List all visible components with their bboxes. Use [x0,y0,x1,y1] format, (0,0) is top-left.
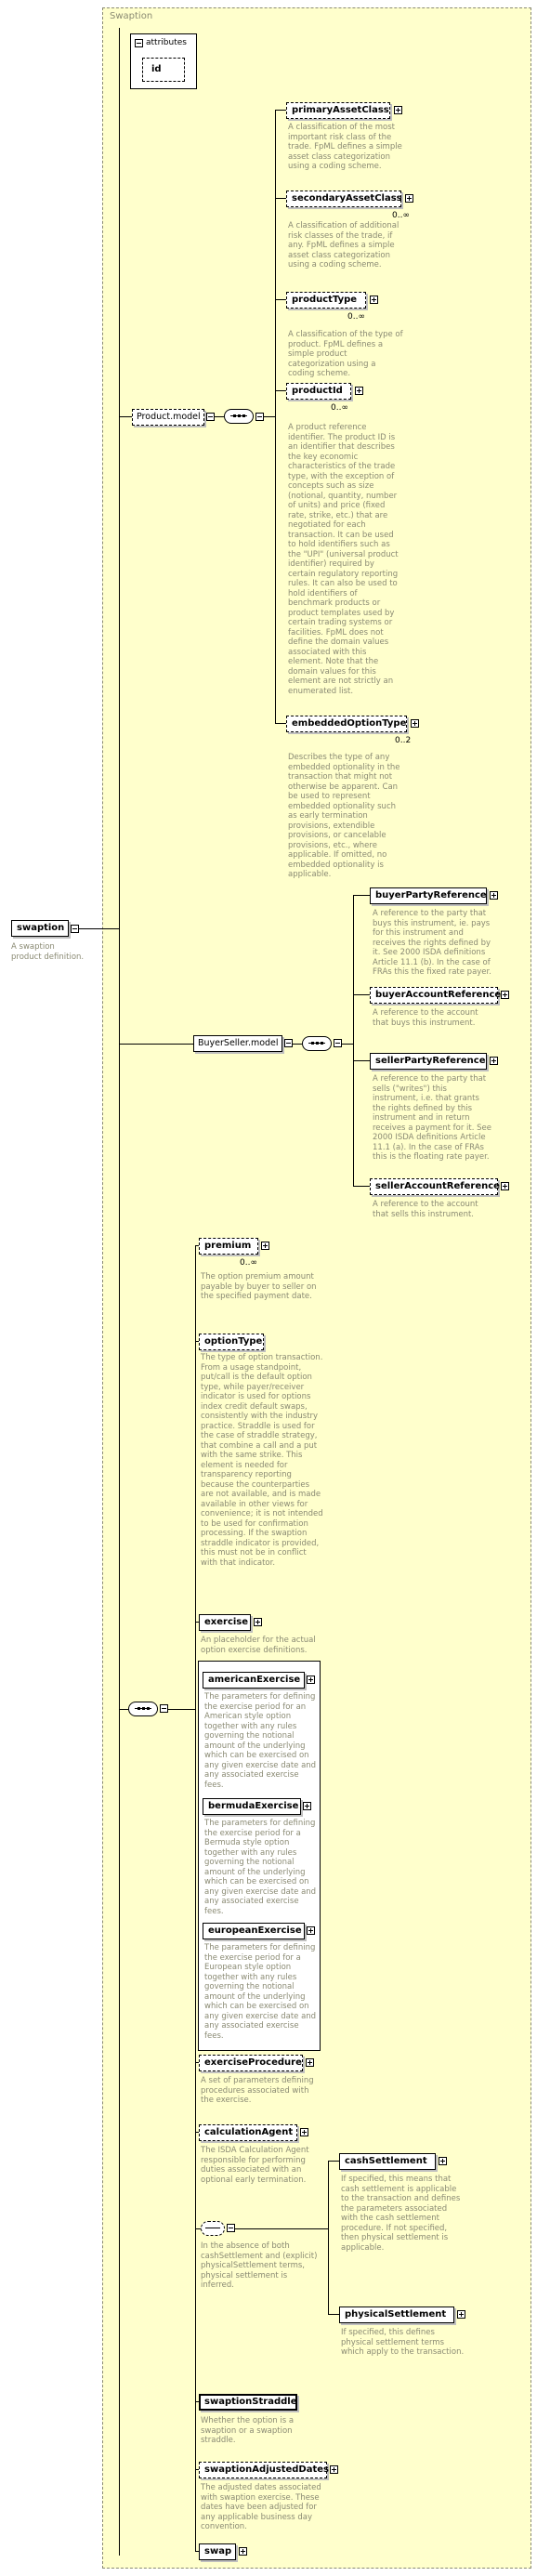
desc-sellerAccountReference: A reference to the account that sells this instrument. [373,1200,478,1219]
element-productType-label: productType [292,295,358,305]
desc-americanExercise: The parameters for defining the exercise period for an American style option together with any rules governing the notional amount of the underlying which can be exercised on any given exercise date and any associated exercise fees. [204,1692,317,1790]
settlement-choice [201,2221,225,2236]
expand-cashSettlement-icon[interactable] [439,2157,447,2165]
desc-buyerAccountReference: A reference to the account that buys this instrument. [373,1008,478,1028]
attribute-id[interactable] [142,58,185,82]
desc-europeanExercise: The parameters for defining the exercise period for a European style option together with any rules governing the notional amount of the underlying which can be exercised on any given exercise date and any associated exercise fees. [204,1943,317,2041]
element-exerciseProcedure-label: exerciseProcedure [204,2057,302,2068]
expand-buyerPartyReference-icon[interactable] [490,891,498,900]
expand-bermudaExercise-icon[interactable] [303,1802,311,1810]
expand-americanExercise-icon[interactable] [307,1676,315,1684]
element-calculationAgent-label: calculationAgent [204,2127,294,2137]
element-premium-label: premium [204,1241,252,1251]
element-physicalSettlement-label: physicalSettlement [345,2309,447,2320]
expand-exercise-icon[interactable] [254,1618,262,1626]
element-embeddedOptionType-label: embeddedOptionType [292,718,407,729]
main-spine [119,28,120,2556]
group-product-model-label: Product.model [137,412,201,422]
settlement-choice-collapse-icon[interactable] [227,2224,235,2232]
desc-optionType: The type of option transaction. From a usage standpoint, put/call is the default option type, while payer/receiver indicator is used for options index credit default swaps, consistently with the industry practice. Straddle is used for the case of straddle strategy, that combine a call and a put with the same strike. This element is needed for transparency reporting because the counterparties are not available, and is made available in other views for convenience; it is not intended to be used for confirmation processing. If the swaption straddle indicator is provided, this must not be in conflict with that indicator. [201,1353,323,1568]
desc-bermudaExercise: The parameters for defining the exercise period for a Bermuda style option together with any rules governing the notional amount of the underlying which can be exercised on any given exercise date and any associated exercise fees. [204,1819,317,1916]
expand-physicalSettlement-icon[interactable] [457,2310,465,2319]
expand-embeddedOptionType-icon[interactable] [411,719,419,728]
expand-calculationAgent-icon[interactable] [300,2128,308,2136]
attributes-label: attributes [146,38,187,47]
buyerseller-sequence [302,1036,332,1051]
settlement-choice-spine [328,2161,329,2314]
element-optionType-label: optionType [204,1336,263,1347]
desc-swaptionAdjustedDates: The adjusted dates associated with swaption exercise. These dates have been adjusted for any applicable business day convention. [201,2483,321,2531]
desc-exerciseProcedure: A set of parameters defining procedures associated with the exercise. [201,2076,314,2105]
main-sequence-collapse-icon[interactable] [160,1704,168,1713]
element-buyerAccountReference-label: buyerAccountReference [375,990,502,1000]
expand-swap-icon[interactable] [239,2547,247,2556]
expand-sellerAccountReference-icon[interactable] [501,1182,509,1190]
mult-secondaryAssetClass: 0..∞ [392,211,410,220]
element-swap-label: swap [204,2546,232,2556]
product-sequence-collapse-icon[interactable] [255,413,264,421]
expand-europeanExercise-icon[interactable] [307,1926,315,1935]
expand-exerciseProcedure-icon[interactable] [306,2058,314,2067]
element-productId-label: productId [292,386,343,396]
element-sellerPartyReference-label: sellerPartyReference [375,1056,486,1066]
expand-primaryAssetClass-icon[interactable] [394,106,402,114]
expand-productType-icon[interactable] [370,296,378,304]
desc-swaptionStraddle: Whether the option is a swaption or a swaption straddle. [201,2416,295,2445]
element-secondaryAssetClass-label: secondaryAssetClass [292,193,402,204]
product-model-sequence [224,409,254,424]
desc-physicalSettlement: If specified, this defines physical settlement terms which apply to the transaction. [341,2328,465,2357]
attribute-id-label: id [151,64,162,74]
collapse-attributes-icon[interactable] [135,39,143,47]
root-collapse-icon[interactable] [71,925,79,933]
mult-productId: 0..∞ [331,403,348,413]
element-sellerAccountReference-label: sellerAccountReference [375,1181,500,1191]
root-description: A swaption product definition. [11,942,85,962]
buyerseller-sequence-collapse-icon[interactable] [334,1039,342,1047]
mult-embeddedOptionType: 0..2 [395,736,412,745]
element-buyerPartyReference-label: buyerPartyReference [375,890,487,900]
mult-premium: 0..∞ [240,1258,257,1268]
expand-productId-icon[interactable] [355,387,363,395]
desc-secondaryAssetClass: A classification of additional risk classes of the trade, if any. FpML defines a simple asset class categorization using a coding scheme. [288,221,399,269]
expand-sellerPartyReference-icon[interactable] [490,1057,498,1065]
desc-exercise: An placeholder for the actual option exercise definitions. [201,1636,316,1655]
element-bermudaExercise-label: bermudaExercise [208,1801,299,1811]
main-sequence-spine [195,1245,196,2551]
expand-swaptionAdjustedDates-icon[interactable] [330,2465,338,2474]
desc-productType: A classification of the type of product. FpML defines a simple product categorization using a coding scheme. [288,330,403,378]
desc-calculationAgent: The ISDA Calculation Agent responsible for performing duties associated with an optional early termination. [201,2146,309,2185]
product-model-spine [275,110,276,723]
element-americanExercise-label: americanExercise [208,1675,301,1685]
desc-settlement-choice: In the absence of both cashSettlement and (explicit) physicalSettlement terms, physical settlement is inferred. [201,2241,318,2290]
element-swaptionStraddle-label: swaptionStraddle [204,2397,297,2407]
product-model-collapse-icon[interactable] [206,413,215,421]
element-exercise-label: exercise [204,1617,249,1627]
desc-sellerPartyReference: A reference to the party that sells ("writes") this instrument, i.e. that grants the rights defined by this instrument and in return receives a payment for it. See 2000 ISDA definitions Article 11.1 (a). In the case of FRAs this is the floating rate payer. [373,1074,492,1162]
desc-premium: The option premium amount payable by buyer to seller on the specified payment date. [201,1272,317,1301]
element-primaryAssetClass-label: primaryAssetClass [292,105,389,115]
root-element-label: swaption [17,923,65,933]
group-buyerseller-model-label: BuyerSeller.model [198,1038,279,1048]
desc-embeddedOptionType: Describes the type of any embedded optionality in the transaction that might not otherwise be apparent. Can be used to represent embedded optionality such as early termination provisions, extendible provisions, or cancelable provisions, etc., where applicable. If omitted, no embedded optionality is applicable. [288,753,400,879]
buyerseller-spine [353,895,354,1186]
element-europeanExercise-label: europeanExercise [208,1925,302,1936]
type-title: Swaption [110,11,153,21]
desc-productId: A product reference identifier. The product ID is an identifier that describes the key economic characteristics of the trade type, with the exception of concepts such as size (notional, quantity, number of units) and price (fixed rate, strike, etc.) that are negotiated for each transaction. It can be used to hold identifiers such as the "UPI" (universal product identifier) required by certain regulatory reporting rules. It can also be used to hold identifiers of benchmark products or product templates used by certain trading systems or facilities. FpML does not define the domain values associated with this element. Note that the domain values for this element are not strictly an enumerated list. [288,423,399,696]
expand-buyerAccountReference-icon[interactable] [501,991,509,999]
buyerseller-collapse-icon[interactable] [284,1039,293,1047]
expand-premium-icon[interactable] [261,1242,269,1250]
expand-secondaryAssetClass-icon[interactable] [405,194,413,203]
desc-cashSettlement: If specified, this means that cash settlement is applicable to the transaction and defines the parameters associated with the cash settlement procedure. If not specified, then physical settlement is applicable. [341,2175,461,2253]
element-cashSettlement-label: cashSettlement [345,2156,427,2166]
main-sequence [128,1702,158,1716]
desc-primaryAssetClass: A classification of the most important risk class of the trade. FpML defines a simple asset class categorization using a coding scheme. [288,123,402,171]
element-swaptionAdjustedDates-label: swaptionAdjustedDates [204,2464,329,2475]
mult-productType: 0..∞ [347,312,365,322]
desc-buyerPartyReference: A reference to the party that buys this instrument, ie. pays for this instrument and receives the rights defined by it. See 2000 ISDA definitions Article 11.1 (b). In the case of FRAs this the fixed rate payer. [373,909,491,977]
